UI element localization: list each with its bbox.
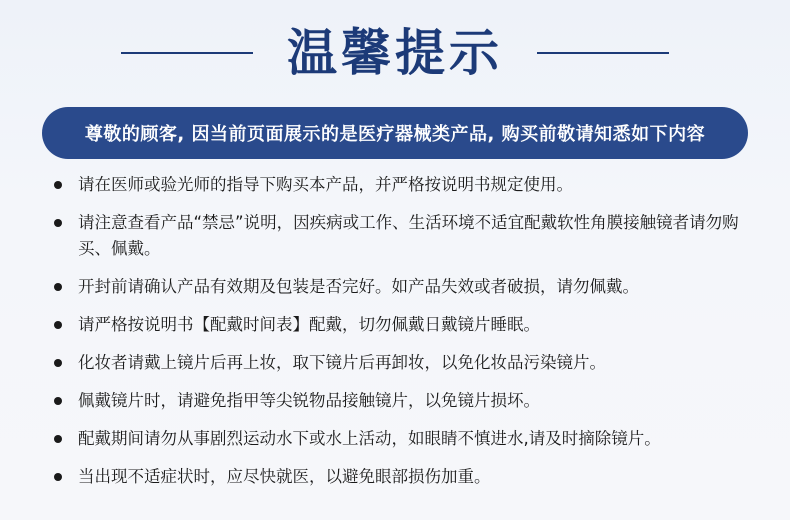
notice-item xyxy=(50,210,750,262)
bullet-dot-icon xyxy=(54,359,62,367)
bullet-dot-icon xyxy=(54,283,62,291)
bullet-dot-icon xyxy=(54,435,62,443)
notice-item xyxy=(50,274,750,300)
notice-item xyxy=(50,172,750,198)
notice-item xyxy=(50,464,750,490)
page-title: 温馨提示 xyxy=(287,24,503,82)
notice-text: 化妆者请戴上镜片后再上妆，取下镜片后再卸妆，以免化妆品污染镜片。 xyxy=(78,353,606,372)
notice-text: 佩戴镜片时，请避免指甲等尖锐物品接触镜片，以免镜片损坏。 xyxy=(78,391,540,410)
notice-item xyxy=(50,312,750,338)
notice-text: 当出现不适症状时，应尽快就医，以避免眼部损伤加重。 xyxy=(78,467,491,486)
bullet-dot-icon xyxy=(54,397,62,405)
title-right-divider xyxy=(537,52,669,54)
notice-text: 请严格按说明书【配戴时间表】配戴，切勿佩戴日戴镜片睡眠。 xyxy=(78,315,540,334)
notice-item xyxy=(50,388,750,414)
notice-text: 配戴期间请勿从事剧烈运动水下或水上活动，如眼睛不慎进水,请及时摘除镜片。 xyxy=(78,429,661,448)
notice-list xyxy=(50,172,750,490)
notice-item xyxy=(50,350,750,376)
bullet-dot-icon xyxy=(54,321,62,329)
notice-item xyxy=(50,426,750,452)
title-left-divider xyxy=(121,52,253,54)
title-row xyxy=(0,18,790,88)
notice-text: 开封前请确认产品有效期及包装是否完好。如产品失效或者破损，请勿佩戴。 xyxy=(78,277,639,296)
notice-text: 请在医师或验光师的指导下购买本产品，并严格按说明书规定使用。 xyxy=(78,175,573,194)
notice-banner: 尊敬的顾客, 因当前页面展示的是医疗器械类产品, 购买前敬请知悉如下内容 xyxy=(42,107,748,159)
bullet-dot-icon xyxy=(54,181,62,189)
bullet-dot-icon xyxy=(54,473,62,481)
notice-text: 请注意查看产品“禁忌”说明，因疾病或工作、生活环境不适宜配戴软性角膜接触镜者请勿购买、佩戴。 xyxy=(78,213,739,258)
bullet-dot-icon xyxy=(54,219,62,227)
